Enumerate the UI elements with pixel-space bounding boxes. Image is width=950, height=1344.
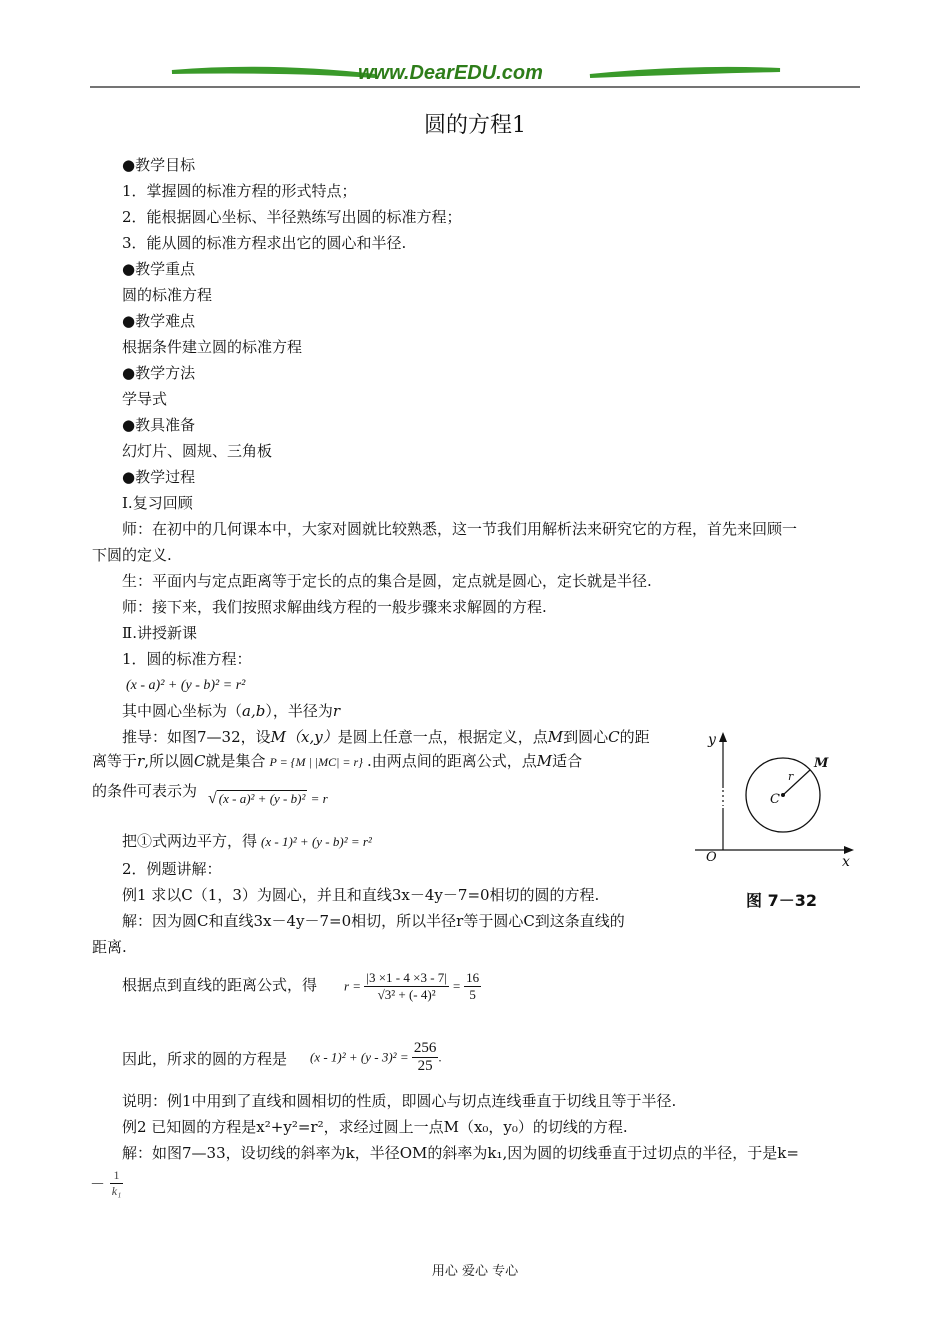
derivation-text: 推导：如图7—32，设 [122,728,271,746]
distance-denominator: √3² + (- 4)² [377,987,436,1002]
therefore-line [122,1046,287,1072]
point-m-xy: M（x,y） [270,728,338,746]
derivation-line-3 [92,778,197,804]
goal-item-2: 2．能根据圆心坐标、半径熟练写出圆的标准方程； [122,208,462,226]
site-logo-text: www.DearEDU.com [358,62,543,84]
radius-calculation [344,970,481,1003]
process-heading: ●教学过程 [122,468,196,486]
point-c: C [193,752,206,770]
answer-numerator: 256 [413,1040,437,1056]
header-banner [90,62,860,92]
page-title: 圆的方程1 [424,113,526,138]
derivation-text: 的条件可表示为 [92,782,198,800]
answer-fraction [412,1040,442,1075]
answer-lhs: (x - 1)² + (y - 3)² = [310,1049,409,1065]
square-line [122,828,372,855]
method-text: 学导式 [122,390,168,408]
key-text: 圆的标准方程 [122,286,213,304]
derivation-text: 离等于 [92,752,138,770]
center-text-post: ），半径为 [265,702,333,720]
tools-heading: ●教具准备 [122,416,196,434]
center-text-pre: 其中圆心坐标为（ [122,702,243,720]
point-m: M [547,728,564,746]
sqrt-rhs: = r [310,791,328,806]
method-heading: ●教学方法 [122,364,196,382]
teacher-line-2: 师：接下来，我们按照求解曲线方程的一般步骤来求解圆的方程. [122,598,547,616]
teacher-line-1: 师：在初中的几何课本中，大家对圆就比较熟悉，这一节我们用解析法来研究它的方程，首先来回顾一 [122,520,798,538]
x-axis-label: x [842,854,850,870]
standard-equation-heading: 1．圆的标准方程： [122,650,252,668]
derivation-line-2 [92,748,582,775]
square-text: 把①式两边平方，得 [122,832,258,850]
therefore-text: 因此，所求的圆的方程是 [122,1050,288,1068]
distance-fraction [364,970,449,1003]
center-ab: a,b [242,702,266,720]
teacher-line-1-cont: 下圆的定义. [92,546,172,564]
k-denominator: k₁ [111,1184,122,1198]
point-c: C [608,728,620,746]
difficulty-text: 根据条件建立圆的标准方程 [122,338,303,356]
example-1: 例1 求以C（1，3）为圆心，并且和直线3x－4y－7=0相切的圆的方程. [122,886,600,904]
minus-sign: － [90,1175,106,1193]
derivation-text: 适合 [552,752,583,770]
k-value [90,1168,123,1199]
distance-numerator: |3 ×1 - 4 ×3 - 7| [366,970,447,985]
review-heading: Ⅰ.复习回顾 [122,494,193,512]
set-formula: P = {M | |MC| = r} [269,755,363,769]
squared-formula: (x - 1)² + (y - b)² = r² [261,834,372,849]
y-axis-label: y [708,732,716,748]
key-heading: ●教学重点 [122,260,196,278]
tools-text: 幻灯片、圆规、三角板 [122,442,273,460]
goal-item-1: 1．掌握圆的标准方程的形式特点； [122,182,357,200]
student-line: 生：平面内与定点距离等于定长的点的集合是圆，定点就是圆心，定长就是半径. [122,572,652,590]
derivation-text: 是圆上任意一点，根据定义，点 [337,728,548,746]
point-m: M [536,752,553,770]
figure-7-32 [690,728,860,918]
origin-label: O [706,850,717,865]
point-m-label: M [814,756,829,771]
goal-item-3: 3．能从圆的标准方程求出它的圆心和半径. [122,234,407,252]
derivation-text: ,所以圆 [144,752,194,770]
radius-value-fraction [464,970,481,1003]
radius-label: r [788,770,794,783]
solution-1-line-2: 距离. [92,938,127,956]
r-equals: r = [344,978,362,994]
radius-symbol: r [137,752,145,770]
derivation-text: 就是集合 [205,752,266,770]
k-numerator: 1 [110,1168,124,1184]
derivation-text: 的距 [619,728,650,746]
examples-heading: 2．例题讲解： [122,860,222,878]
distance-denominator-radicand: 3² + (- 4)² [384,987,436,1002]
sqrt-radicand: (x - a)² + (y - b)² [218,791,306,806]
radius-symbol: r [332,702,341,720]
new-lesson-heading: Ⅱ.讲授新课 [122,624,197,642]
goal-heading: ●教学目标 [122,156,196,174]
difficulty-heading: ●教学难点 [122,312,196,330]
note-line: 说明：例1中用到了直线和圆相切的性质，即圆心与切点连线垂直于切线且等于半径. [122,1092,677,1110]
sqrt-formula: √ (x - a)² + (y - b)² = r [208,790,328,807]
derivation-text: .由两点间的距离公式，点 [366,752,537,770]
distance-text: 根据点到直线的距离公式，得 [122,976,318,994]
derivation-text: 到圆心 [563,728,609,746]
example-2: 例2 已知圆的方程是x²+y²=r²，求经过圆上一点M（x₀，y₀）的切线的方程. [122,1118,628,1136]
derivation-line-1 [122,724,650,750]
center-label: C [770,792,780,807]
solution-2-line: 解：如图7—33，设切线的斜率为k，半径OM的斜率为k₁,因为圆的切线垂直于过切点的半径，于是k= [122,1144,799,1162]
equals-sign: = [452,978,461,994]
radius-value-denominator: 5 [469,987,476,1002]
k-fraction [110,1168,124,1199]
distance-formula-line [122,972,317,998]
page-footer: 用心 爱心 专心 [431,1264,519,1279]
radius-value-numerator: 16 [466,970,480,985]
answer-denominator: 25 [417,1058,433,1074]
figure-caption: 图 7－32 [746,891,817,910]
answer-period: . [438,1049,442,1065]
standard-equation-formula: (x - a)² + (y - b)² = r² [126,678,246,693]
answer-equation [310,1040,442,1075]
solution-1-line-1: 解：因为圆C和直线3x－4y－7=0相切，所以半径r等于圆心C到这条直线的 [122,912,625,930]
center-radius-line [122,698,340,724]
